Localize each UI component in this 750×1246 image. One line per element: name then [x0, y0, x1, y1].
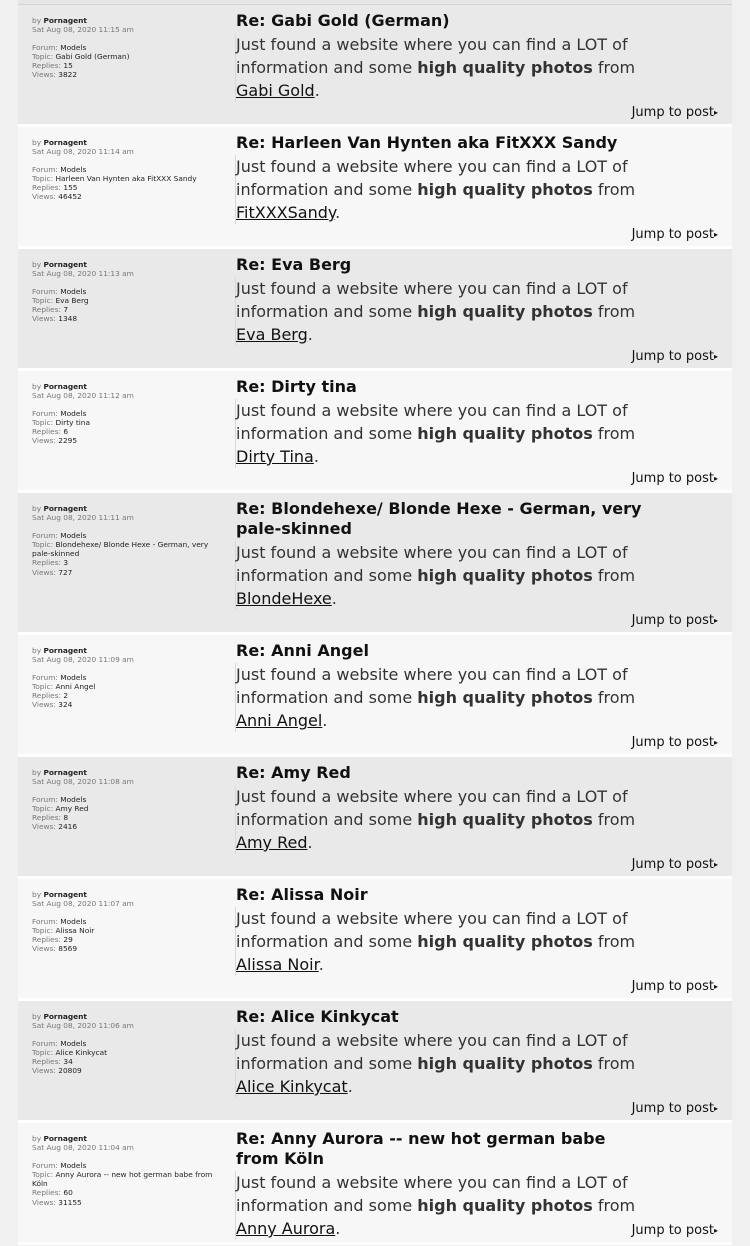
by-label: by — [32, 1134, 42, 1143]
jump-arrow-icon: ▸ — [713, 230, 718, 239]
post-text-intro: Just found a website where you can find a LOT of information and some — [236, 787, 628, 829]
topic-link[interactable]: Alissa Noir — [55, 926, 95, 936]
jump-to-post-label: Jump to post — [631, 1223, 714, 1238]
topic-link[interactable]: Harleen Van Hynten aka FitXXX Sandy — [55, 174, 197, 184]
forum-label: Forum: — [32, 917, 58, 927]
post-text-intro: Just found a website where you can find a LOT of information and some — [236, 35, 628, 77]
replies-label: Replies: — [32, 558, 62, 568]
post-text-from: from — [597, 932, 636, 951]
post-content — [235, 33, 648, 102]
jump-to-post-link[interactable] — [632, 1101, 718, 1116]
topic-link[interactable]: Gabi Gold (German) — [55, 52, 130, 62]
jump-to-post-label: Jump to post — [631, 349, 714, 364]
post-author-link[interactable]: Pornagent — [43, 504, 87, 513]
post-body — [236, 499, 648, 610]
post-text-period: . — [335, 1219, 341, 1238]
post-title-link[interactable]: Re: Blondehexe/ Blonde Hexe - German, very pale-skinned — [236, 499, 642, 538]
jump-to-post-label: Jump to post — [631, 613, 714, 628]
replies-count: 6 — [63, 427, 69, 437]
post-text-bold: high quality photos — [417, 688, 593, 707]
post-title-link[interactable]: Re: Anni Angel — [236, 641, 369, 660]
forum-link[interactable]: Models — [60, 531, 87, 541]
views-count: 46452 — [58, 192, 82, 202]
topic-link[interactable]: Anni Angel — [55, 682, 96, 692]
post-meta — [32, 1012, 224, 1076]
by-label: by — [32, 1012, 42, 1021]
model-link[interactable]: Eva Berg — [236, 325, 308, 344]
views-count: 8569 — [58, 944, 78, 954]
post-text-period: . — [318, 955, 324, 974]
post-text-bold: high quality photos — [417, 1054, 593, 1073]
post-date: Sat Aug 08, 2020 11:08 am — [32, 777, 134, 787]
jump-to-post-link[interactable] — [632, 613, 718, 628]
by-label: by — [32, 646, 42, 655]
post-author-link[interactable]: Pornagent — [43, 138, 87, 147]
model-link[interactable]: Amy Red — [236, 833, 308, 852]
post-title-link[interactable]: Re: Alissa Noir — [236, 885, 368, 904]
post-text-period: . — [307, 833, 313, 852]
jump-to-post-link[interactable] — [632, 979, 718, 994]
search-result-post — [18, 879, 732, 1001]
topic-label: Topic: — [32, 52, 54, 62]
jump-arrow-icon: ▸ — [713, 982, 718, 991]
forum-label: Forum: — [32, 409, 58, 419]
views-label: Views: — [32, 1197, 56, 1207]
views-label: Views: — [32, 436, 56, 446]
topic-label: Topic: — [32, 682, 54, 692]
post-text-from: from — [597, 1196, 636, 1215]
post-text-period: . — [331, 589, 337, 608]
post-meta — [32, 382, 224, 446]
post-author-link[interactable]: Pornagent — [43, 768, 87, 777]
post-author-link[interactable]: Pornagent — [43, 890, 87, 899]
views-label: Views: — [32, 700, 56, 710]
views-label: Views: — [32, 70, 56, 80]
jump-to-post-label: Jump to post — [631, 735, 714, 750]
topic-link[interactable]: Blondehexe/ Blonde Hexe - German, very pale-skinned — [32, 540, 209, 559]
post-text-bold: high quality photos — [417, 566, 593, 585]
post-body — [236, 1007, 648, 1098]
post-text-intro: Just found a website where you can find a LOT of information and some — [236, 543, 628, 585]
jump-arrow-icon: ▸ — [713, 1104, 718, 1113]
post-author-link[interactable]: Pornagent — [43, 1012, 87, 1021]
replies-count: 15 — [63, 61, 73, 71]
post-body — [236, 763, 648, 854]
post-body — [236, 641, 648, 732]
model-link[interactable]: BlondeHexe — [236, 589, 332, 608]
post-body — [236, 1129, 648, 1240]
topic-link[interactable]: Amy Red — [55, 804, 89, 814]
views-count: 20809 — [58, 1066, 82, 1076]
post-date: Sat Aug 08, 2020 11:07 am — [32, 899, 134, 909]
jump-arrow-icon: ▸ — [713, 474, 718, 483]
post-text-period: . — [314, 81, 320, 100]
replies-label: Replies: — [32, 691, 62, 701]
post-author-link[interactable]: Pornagent — [43, 260, 87, 269]
replies-count: 34 — [63, 1057, 73, 1067]
forum-link[interactable]: Models — [60, 287, 87, 297]
jump-to-post-link[interactable] — [632, 735, 718, 750]
post-text-from: from — [597, 302, 636, 321]
post-title-link[interactable]: Re: Amy Red — [236, 763, 351, 782]
replies-label: Replies: — [32, 1188, 62, 1198]
post-content — [235, 907, 648, 976]
search-result-post — [18, 371, 732, 493]
replies-count: 8 — [63, 813, 69, 823]
views-label: Views: — [32, 1066, 56, 1076]
jump-arrow-icon: ▸ — [713, 1226, 718, 1235]
model-link[interactable]: Anni Angel — [236, 711, 323, 730]
search-results-list — [18, 0, 732, 1245]
replies-count: 29 — [63, 935, 73, 945]
post-text-bold: high quality photos — [417, 180, 593, 199]
model-link[interactable]: Alissa Noir — [236, 955, 319, 974]
post-meta — [32, 890, 224, 954]
search-result-post — [18, 249, 732, 371]
post-title-link[interactable]: Re: Dirty tina — [236, 377, 357, 396]
search-result-post — [18, 635, 732, 757]
jump-arrow-icon: ▸ — [713, 616, 718, 625]
views-label: Views: — [32, 567, 56, 577]
search-result-post — [18, 757, 732, 879]
post-text-period: . — [322, 711, 328, 730]
post-meta — [32, 646, 224, 710]
post-date: Sat Aug 08, 2020 11:13 am — [32, 269, 134, 279]
jump-to-post-link[interactable] — [632, 227, 718, 242]
views-label: Views: — [32, 822, 56, 832]
forum-link[interactable]: Models — [60, 43, 87, 53]
post-text-bold: high quality photos — [417, 302, 593, 321]
forum-label: Forum: — [32, 165, 58, 175]
topic-link[interactable]: Anny Aurora -- new hot german babe from Köln — [32, 1170, 213, 1189]
post-text-from: from — [597, 58, 636, 77]
post-text-period: . — [313, 447, 319, 466]
post-date: Sat Aug 08, 2020 11:15 am — [32, 25, 134, 35]
model-link[interactable]: Dirty Tina — [236, 447, 314, 466]
jump-to-post-label: Jump to post — [631, 471, 714, 486]
post-text-intro: Just found a website where you can find a LOT of information and some — [236, 401, 628, 443]
by-label: by — [32, 504, 42, 513]
jump-to-post-link[interactable] — [632, 349, 718, 364]
topic-label: Topic: — [32, 804, 54, 814]
post-meta — [32, 138, 224, 202]
post-date: Sat Aug 08, 2020 11:12 am — [32, 391, 134, 401]
post-text-from: from — [597, 810, 636, 829]
topic-label: Topic: — [32, 926, 54, 936]
topic-link[interactable]: Dirty tina — [55, 418, 91, 428]
by-label: by — [32, 260, 42, 269]
post-title-link[interactable]: Re: Harleen Van Hynten aka FitXXX Sandy — [236, 133, 618, 152]
post-date: Sat Aug 08, 2020 11:11 am — [32, 513, 134, 523]
post-content — [235, 1171, 648, 1240]
post-title-link[interactable]: Re: Eva Berg — [236, 255, 352, 274]
views-count: 3822 — [58, 70, 78, 80]
post-text-period: . — [307, 325, 313, 344]
views-count: 727 — [58, 567, 73, 577]
post-text-from: from — [597, 180, 636, 199]
forum-link[interactable]: Models — [60, 165, 87, 175]
post-text-bold: high quality photos — [417, 1196, 593, 1215]
post-text-bold: high quality photos — [417, 424, 593, 443]
search-result-post — [18, 493, 732, 635]
post-body — [236, 11, 648, 102]
forum-label: Forum: — [32, 1039, 58, 1049]
replies-count: 2 — [63, 691, 69, 701]
post-text-intro: Just found a website where you can find a LOT of information and some — [236, 1031, 628, 1073]
forum-label: Forum: — [32, 43, 58, 53]
post-meta — [32, 504, 224, 577]
post-text-intro: Just found a website where you can find a LOT of information and some — [236, 157, 628, 199]
by-label: by — [32, 890, 42, 899]
jump-to-post-label: Jump to post — [631, 1101, 714, 1116]
search-result-post — [18, 1123, 732, 1245]
jump-arrow-icon: ▸ — [713, 738, 718, 747]
topic-link[interactable]: Alice Kinkycat — [55, 1048, 108, 1058]
by-label: by — [32, 768, 42, 777]
post-date: Sat Aug 08, 2020 11:04 am — [32, 1143, 134, 1153]
post-title-link[interactable]: Re: Gabi Gold (German) — [236, 11, 450, 30]
post-content — [235, 541, 648, 610]
post-text-period: . — [347, 1077, 353, 1096]
forum-label: Forum: — [32, 531, 58, 541]
post-content — [235, 663, 648, 732]
jump-arrow-icon: ▸ — [713, 108, 718, 117]
topic-label: Topic: — [32, 174, 54, 184]
views-label: Views: — [32, 192, 56, 202]
replies-label: Replies: — [32, 813, 62, 823]
post-text-from: from — [597, 424, 636, 443]
jump-to-post-link[interactable] — [632, 105, 718, 120]
by-label: by — [32, 382, 42, 391]
replies-label: Replies: — [32, 935, 62, 945]
jump-arrow-icon: ▸ — [713, 860, 718, 869]
jump-to-post-link[interactable] — [632, 857, 718, 872]
post-title-link[interactable]: Re: Anny Aurora -- new hot german babe from Köln — [236, 1129, 606, 1168]
post-author-link[interactable]: Pornagent — [43, 382, 87, 391]
replies-count: 3 — [63, 558, 69, 568]
post-author-link[interactable]: Pornagent — [43, 646, 87, 655]
post-content — [235, 155, 648, 224]
views-count: 2295 — [58, 436, 78, 446]
replies-label: Replies: — [32, 1057, 62, 1067]
replies-count: 60 — [63, 1188, 73, 1198]
post-text-from: from — [597, 566, 636, 585]
model-link[interactable]: Alice Kinkycat — [236, 1077, 348, 1096]
replies-label: Replies: — [32, 61, 62, 71]
post-text-period: . — [335, 203, 341, 222]
post-text-from: from — [597, 1054, 636, 1073]
replies-label: Replies: — [32, 183, 62, 193]
post-content — [235, 277, 648, 346]
forum-label: Forum: — [32, 287, 58, 297]
search-result-post — [18, 127, 732, 249]
post-text-intro: Just found a website where you can find a LOT of information and some — [236, 279, 628, 321]
forum-link[interactable]: Models — [60, 673, 87, 683]
forum-label: Forum: — [32, 1161, 58, 1171]
search-result-post — [18, 1001, 732, 1123]
post-title-link[interactable]: Re: Alice Kinkycat — [236, 1007, 399, 1026]
post-date: Sat Aug 08, 2020 11:09 am — [32, 655, 134, 665]
forum-label: Forum: — [32, 673, 58, 683]
post-text-intro: Just found a website where you can find a LOT of information and some — [236, 665, 628, 707]
post-content — [235, 399, 648, 468]
post-meta — [32, 768, 224, 832]
topic-link[interactable]: Eva Berg — [55, 296, 89, 306]
replies-count: 155 — [63, 183, 78, 193]
jump-to-post-label: Jump to post — [631, 979, 714, 994]
topic-label: Topic: — [32, 540, 54, 550]
views-count: 31155 — [58, 1197, 82, 1207]
replies-label: Replies: — [32, 427, 62, 437]
replies-label: Replies: — [32, 305, 62, 315]
views-label: Views: — [32, 314, 56, 324]
post-meta — [32, 260, 224, 324]
post-meta — [32, 16, 224, 80]
post-text-from: from — [597, 688, 636, 707]
post-body — [236, 133, 648, 224]
post-text-intro: Just found a website where you can find a LOT of information and some — [236, 1173, 628, 1215]
jump-to-post-link[interactable] — [632, 471, 718, 486]
post-content — [235, 785, 648, 854]
forum-link[interactable]: Models — [60, 917, 87, 927]
jump-to-post-label: Jump to post — [631, 227, 714, 242]
forum-link[interactable]: Models — [60, 1039, 87, 1049]
model-link[interactable]: Gabi Gold — [236, 81, 315, 100]
post-text-bold: high quality photos — [417, 932, 593, 951]
topic-label: Topic: — [32, 296, 54, 306]
post-body — [236, 377, 648, 468]
post-meta — [32, 1134, 224, 1207]
post-content — [235, 1029, 648, 1098]
topic-label: Topic: — [32, 1170, 54, 1180]
views-label: Views: — [32, 944, 56, 954]
model-link[interactable]: FitXXXSandy — [236, 203, 336, 222]
post-date: Sat Aug 08, 2020 11:14 am — [32, 147, 134, 157]
by-label: by — [32, 16, 42, 25]
views-count: 2416 — [58, 822, 78, 832]
post-text-bold: high quality photos — [417, 810, 593, 829]
replies-count: 7 — [63, 305, 69, 315]
topic-label: Topic: — [32, 1048, 54, 1058]
post-text-bold: high quality photos — [417, 58, 593, 77]
jump-to-post-label: Jump to post — [631, 857, 714, 872]
post-text-intro: Just found a website where you can find a LOT of information and some — [236, 909, 628, 951]
post-author-link[interactable]: Pornagent — [43, 1134, 87, 1143]
by-label: by — [32, 138, 42, 147]
forum-link[interactable]: Models — [60, 795, 87, 805]
topic-label: Topic: — [32, 418, 54, 428]
search-result-post — [18, 5, 732, 127]
post-author-link[interactable]: Pornagent — [43, 16, 87, 25]
post-date: Sat Aug 08, 2020 11:06 am — [32, 1021, 134, 1031]
jump-to-post-label: Jump to post — [631, 105, 714, 120]
forum-label: Forum: — [32, 795, 58, 805]
model-link[interactable]: Anny Aurora — [236, 1219, 336, 1238]
forum-link[interactable]: Models — [60, 409, 87, 419]
views-count: 1348 — [58, 314, 78, 324]
jump-arrow-icon: ▸ — [713, 352, 718, 361]
forum-link[interactable]: Models — [60, 1161, 87, 1171]
post-body — [236, 255, 648, 346]
jump-to-post-link[interactable] — [632, 1223, 718, 1238]
post-body — [236, 885, 648, 976]
views-count: 324 — [58, 700, 73, 710]
